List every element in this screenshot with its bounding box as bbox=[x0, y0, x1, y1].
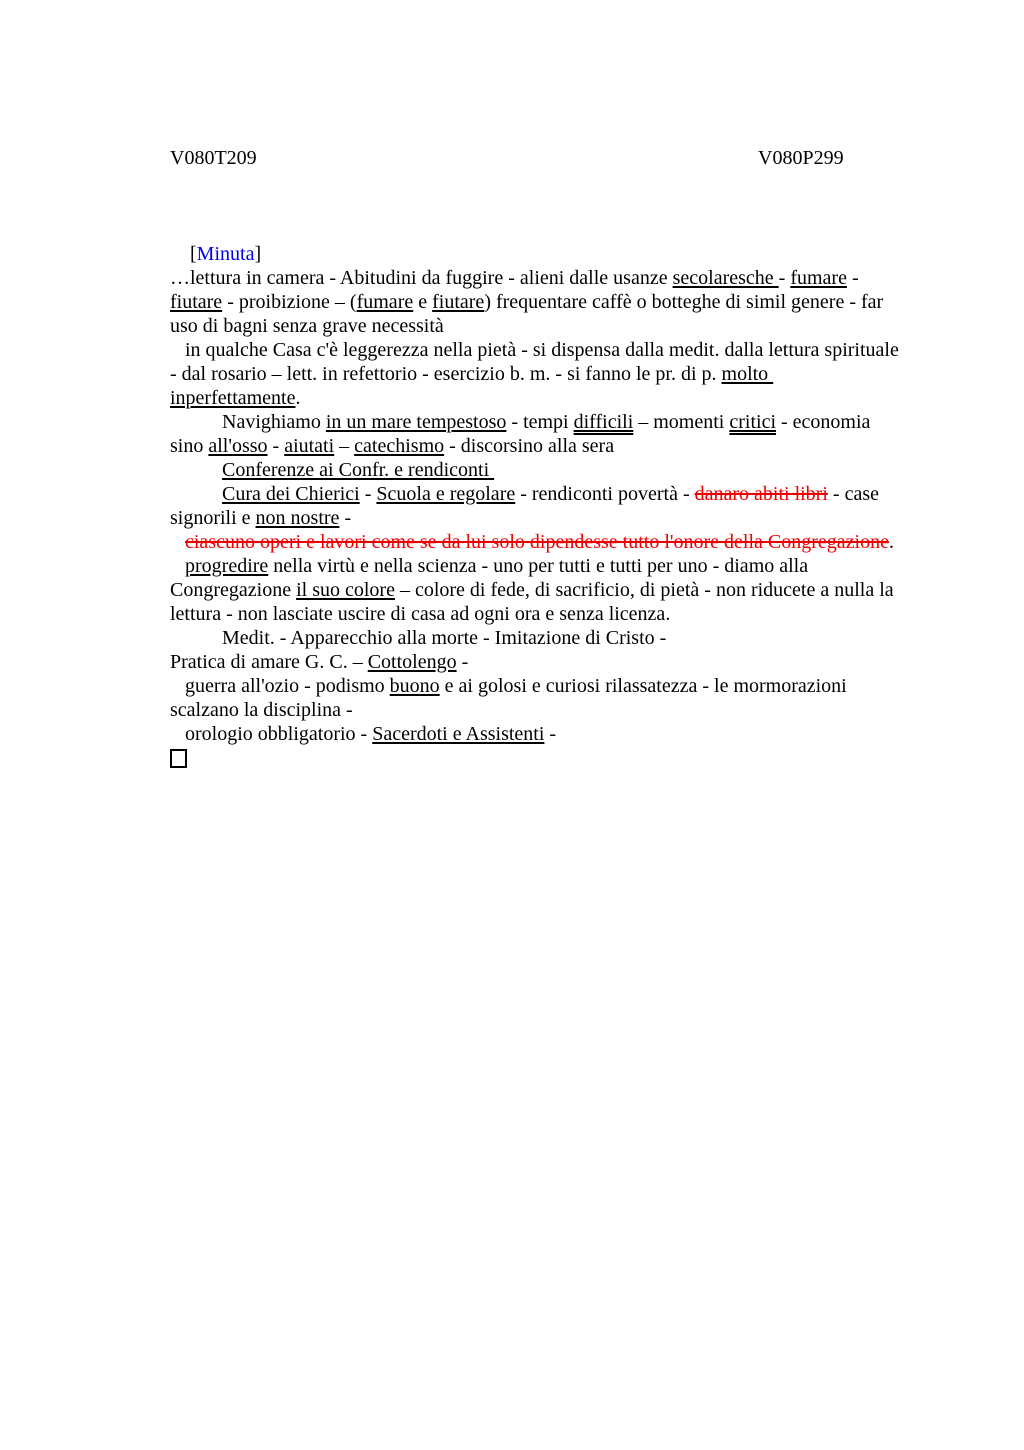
text-segment: nella virtù e nella scienza - uno per tutti e tutti per uno - diamo alla bbox=[268, 555, 809, 577]
text-line bbox=[170, 386, 970, 410]
text-segment: - bbox=[359, 483, 377, 505]
text-segment: - bbox=[456, 651, 469, 673]
text-segment: fumare bbox=[356, 291, 414, 313]
text-segment: Cottolengo bbox=[367, 651, 457, 673]
text-segment: critici bbox=[729, 411, 776, 433]
text-segment: - rendiconti povertà - bbox=[515, 483, 695, 505]
text-segment: guerra all'ozio - podismo bbox=[185, 675, 390, 697]
text-segment: – momenti bbox=[633, 411, 730, 433]
text-segment: orologio obbligatorio - bbox=[185, 723, 373, 745]
text-segment: danaro abiti libri bbox=[694, 483, 828, 505]
text-segment: buono bbox=[389, 675, 440, 697]
text-line bbox=[170, 650, 970, 674]
text-line bbox=[170, 482, 970, 506]
text-line bbox=[170, 530, 970, 554]
text-segment: fumare bbox=[790, 267, 847, 289]
text-segment: Congregazione bbox=[170, 579, 297, 601]
text-segment: - bbox=[267, 435, 285, 457]
document-body bbox=[170, 266, 970, 774]
text-line bbox=[170, 362, 970, 386]
text-segment: - economia bbox=[776, 411, 871, 433]
text-segment: - bbox=[544, 723, 557, 745]
text-line bbox=[170, 674, 970, 698]
text-segment: - tempi bbox=[506, 411, 574, 433]
text-segment: Pratica di amare G. C. – bbox=[170, 651, 368, 673]
page-code-right: V080P299 bbox=[758, 147, 844, 169]
text-segment: - bbox=[846, 267, 859, 289]
text-segment: secolaresche bbox=[672, 267, 779, 289]
text-line bbox=[170, 434, 970, 458]
text-segment: e bbox=[413, 291, 433, 313]
text-segment: ) frequentare caffè o botteghe di simil genere - far bbox=[484, 291, 884, 313]
text-line bbox=[170, 602, 970, 626]
text-line bbox=[170, 266, 970, 290]
text-segment: progredire bbox=[185, 555, 269, 577]
text-segment: ciascuno operi e lavori come se da lui solo dipendesse tutto l'onore della Congregazione bbox=[185, 531, 889, 553]
text-segment: - dal rosario – lett. in refettorio - esercizio b. m. - si fanno le pr. di p. bbox=[170, 363, 722, 385]
text-line bbox=[170, 554, 970, 578]
text-line bbox=[170, 338, 970, 362]
text-segment: il suo colore bbox=[296, 579, 395, 601]
text-segment: scalzano la disciplina - bbox=[170, 699, 353, 721]
empty-square-glyph bbox=[170, 749, 187, 768]
text-segment: - case bbox=[827, 483, 879, 505]
text-segment: difficili bbox=[573, 411, 634, 433]
text-segment: all'osso bbox=[208, 435, 268, 457]
text-segment: signorili e bbox=[170, 507, 256, 529]
text-segment: sino bbox=[170, 435, 209, 457]
text-line bbox=[170, 314, 970, 338]
text-segment: – colore di fede, di sacrificio, di pietà - non riducete a nulla la bbox=[394, 579, 894, 601]
text-segment: non nostre bbox=[255, 507, 340, 529]
text-segment: lettura - non lasciate uscire di casa ad ogni ora e senza licenza. bbox=[170, 603, 671, 625]
text-line bbox=[170, 626, 970, 650]
text-segment: - discorsino alla sera bbox=[444, 435, 615, 457]
text-segment: - bbox=[339, 507, 352, 529]
text-segment: Cura dei Chierici bbox=[222, 483, 360, 505]
text-line bbox=[170, 458, 970, 482]
text-line bbox=[170, 410, 970, 434]
text-segment: in un mare tempestoso bbox=[325, 411, 507, 433]
text-segment: Navighiamo bbox=[222, 411, 326, 433]
minuta-close-bracket: ] bbox=[254, 243, 262, 265]
text-line bbox=[170, 722, 970, 746]
text-segment: Sacerdoti e Assistenti bbox=[372, 723, 545, 745]
text-segment: …lettura in camera - Abitudini da fuggire - alieni dalle usanze bbox=[170, 267, 673, 289]
minuta-open-bracket: [ bbox=[190, 243, 197, 265]
text-segment: . bbox=[888, 531, 894, 553]
text-segment: Scuola e regolare bbox=[376, 483, 516, 505]
text-segment: Medit. - Apparecchio alla morte - Imitazione di Cristo - bbox=[222, 627, 667, 649]
text-line bbox=[170, 698, 970, 722]
minuta-label: Minuta bbox=[196, 243, 255, 265]
text-line bbox=[170, 746, 970, 774]
text-segment: fiutare bbox=[432, 291, 485, 313]
text-segment: . bbox=[295, 387, 301, 409]
text-segment: in qualche Casa c'è leggerezza nella pietà - si dispensa dalla medit. dalla lettura spirituale bbox=[185, 339, 899, 361]
text-segment: catechismo bbox=[354, 435, 445, 457]
text-line bbox=[170, 290, 970, 314]
text-segment: aiutati bbox=[284, 435, 335, 457]
text-line bbox=[170, 578, 970, 602]
text-segment: Conferenze ai Confr. e rendiconti bbox=[222, 459, 495, 481]
text-segment: - bbox=[778, 267, 791, 289]
text-segment: e ai golosi e curiosi rilassatezza - le mormorazioni bbox=[439, 675, 847, 697]
text-segment: – bbox=[334, 435, 355, 457]
page-code-left: V080T209 bbox=[170, 147, 257, 169]
text-segment: - proibizione – ( bbox=[222, 291, 357, 313]
text-segment: uso di bagni senza grave necessità bbox=[170, 315, 444, 337]
text-segment: molto bbox=[721, 363, 774, 385]
text-segment: fiutare bbox=[170, 291, 223, 313]
text-line bbox=[170, 506, 970, 530]
text-segment: inperfettamente bbox=[170, 387, 296, 409]
